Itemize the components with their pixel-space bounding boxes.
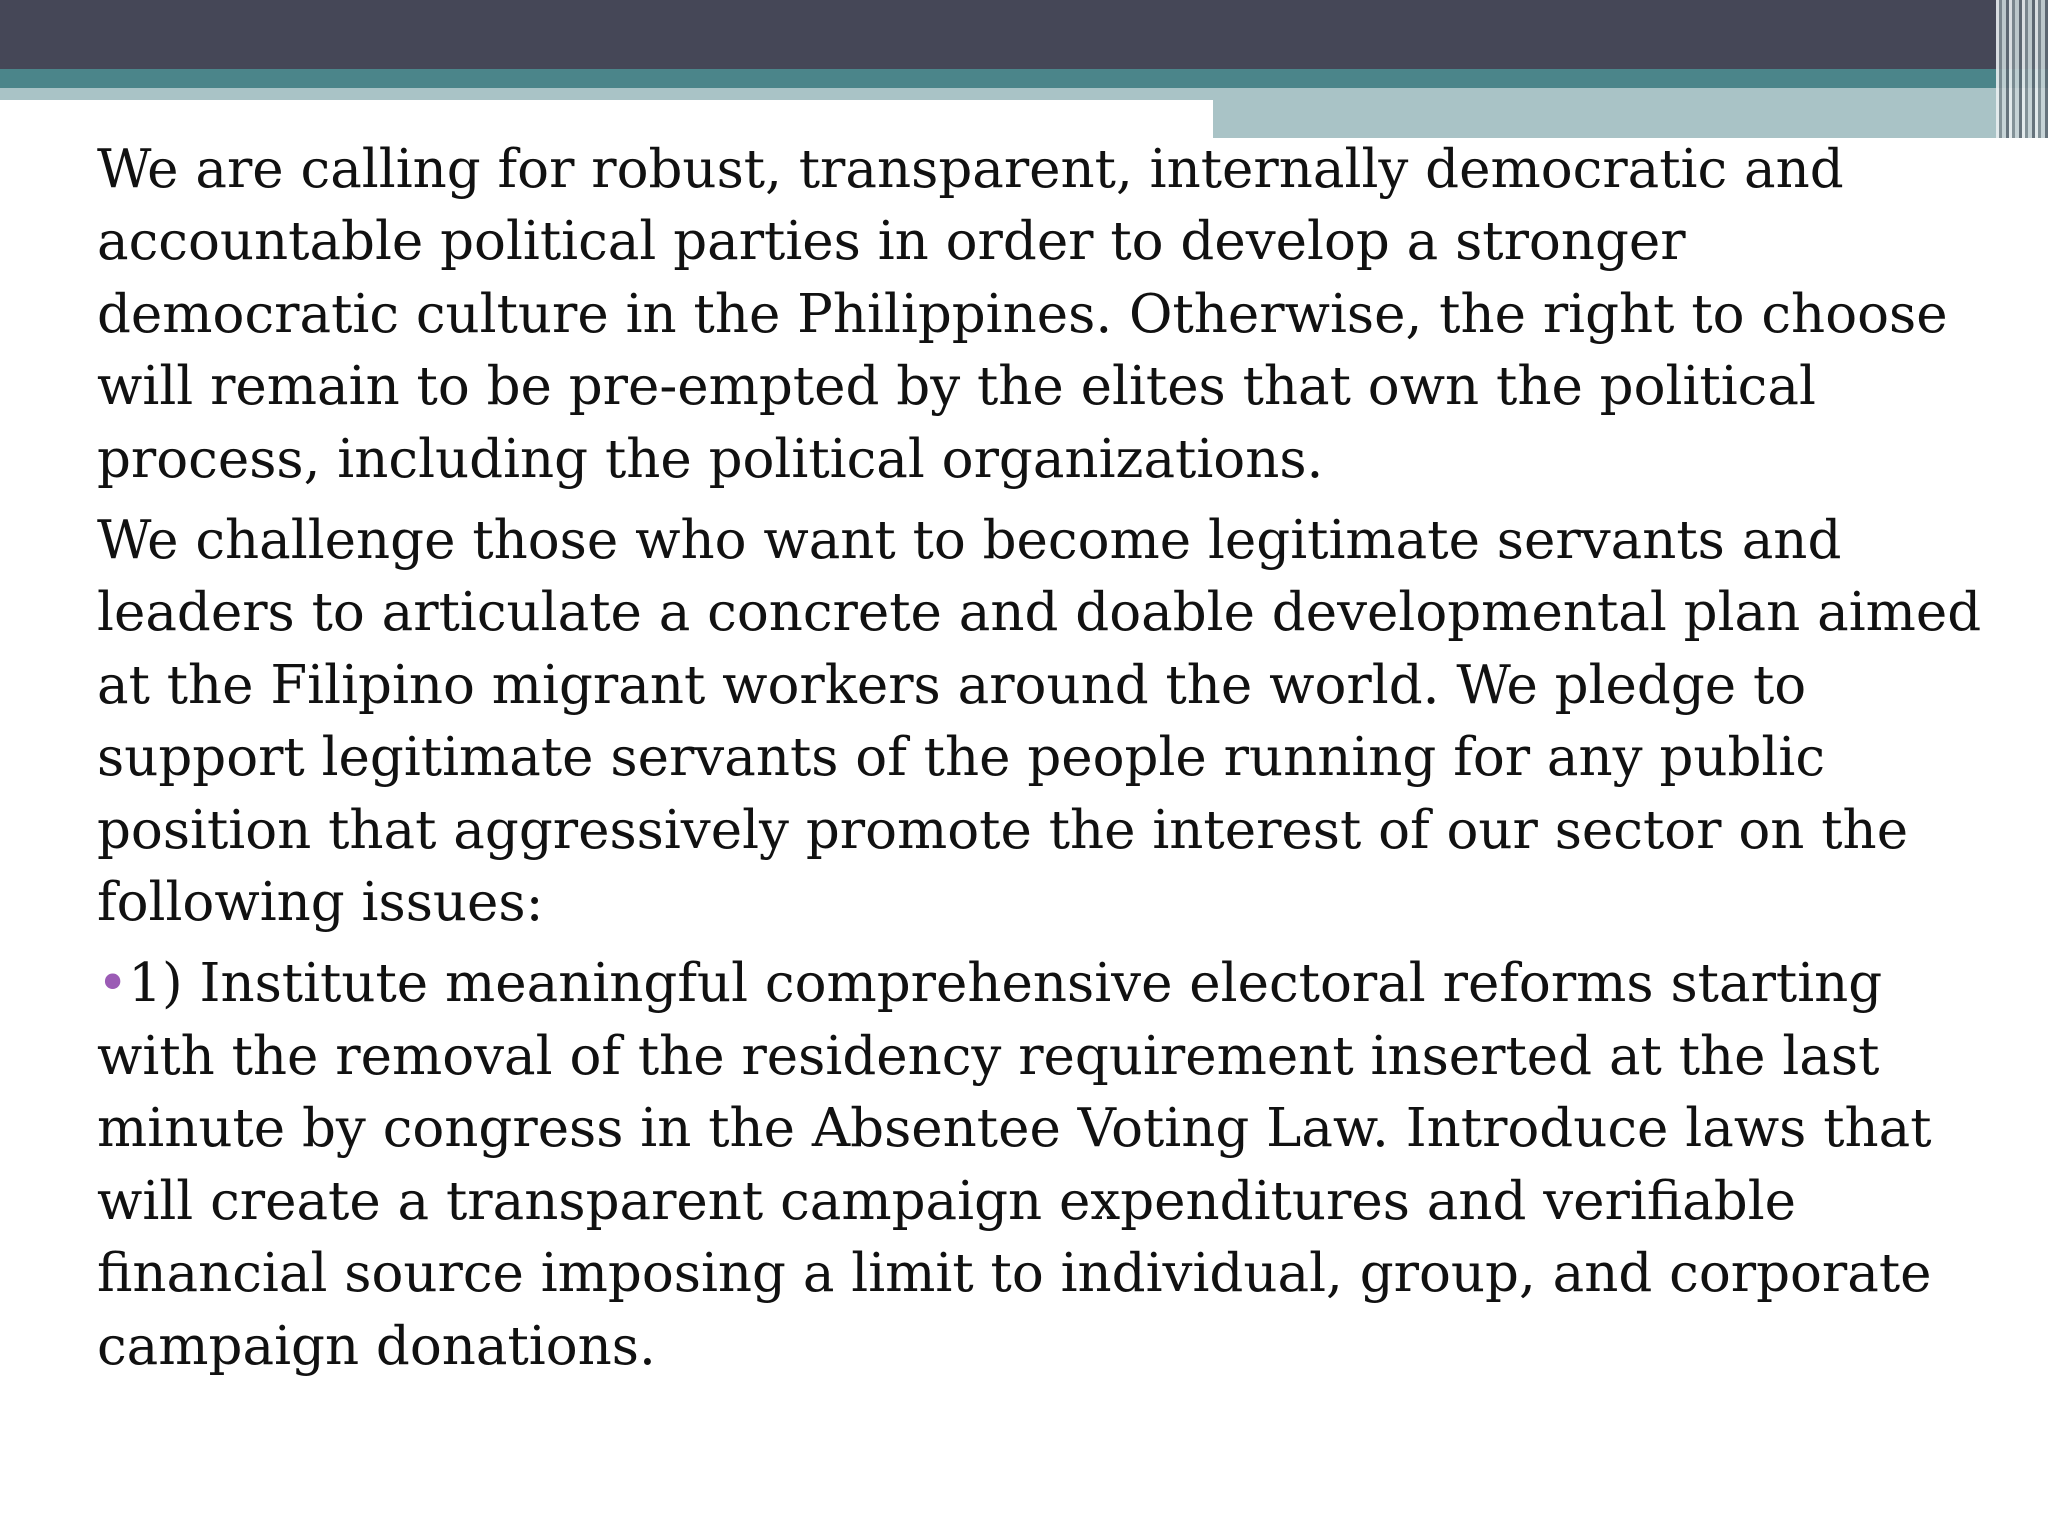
header-light-band-left [0,88,1213,100]
bullet-electoral-reforms [97,948,1997,1382]
slide-body [97,134,1997,1392]
bullet-icon: • [97,953,129,1015]
paragraph-text: We challenge those who want to become legitimate servants and leaders to articulate a concrete and doable developmental plan aimed at the Filipino migrant workers around the world. We pledge to support legitimate servants of the people running for any public position that aggressively promote the interest of our sector on the following issues: [97,510,1982,934]
header-dark-band [0,0,2048,69]
paragraph-text: We are calling for robust, transparent, internally democratic and accountable political parties in order to develop a stronger democratic culture in the Philippines. Otherwise, the right to choose will remain to be pre-empted by the elites that own the political process, including the political organizations. [97,139,1948,490]
header-teal-band [0,69,2048,88]
paragraph-challenge [97,505,1997,939]
paragraph-political-parties [97,134,1997,496]
header-edge-stripes [1996,0,2048,138]
bullet-text: 1) Institute meaningful comprehensive electoral reforms starting with the removal of the residency requirement inserted at the last minute by congress in the Absentee Voting Law. Introduce laws that will create a transparent campaign expenditures and verifiable financial source imposing a limit to individual, group, and corporate campaign donations. [97,953,1932,1377]
header-light-band-right [1213,88,2048,138]
